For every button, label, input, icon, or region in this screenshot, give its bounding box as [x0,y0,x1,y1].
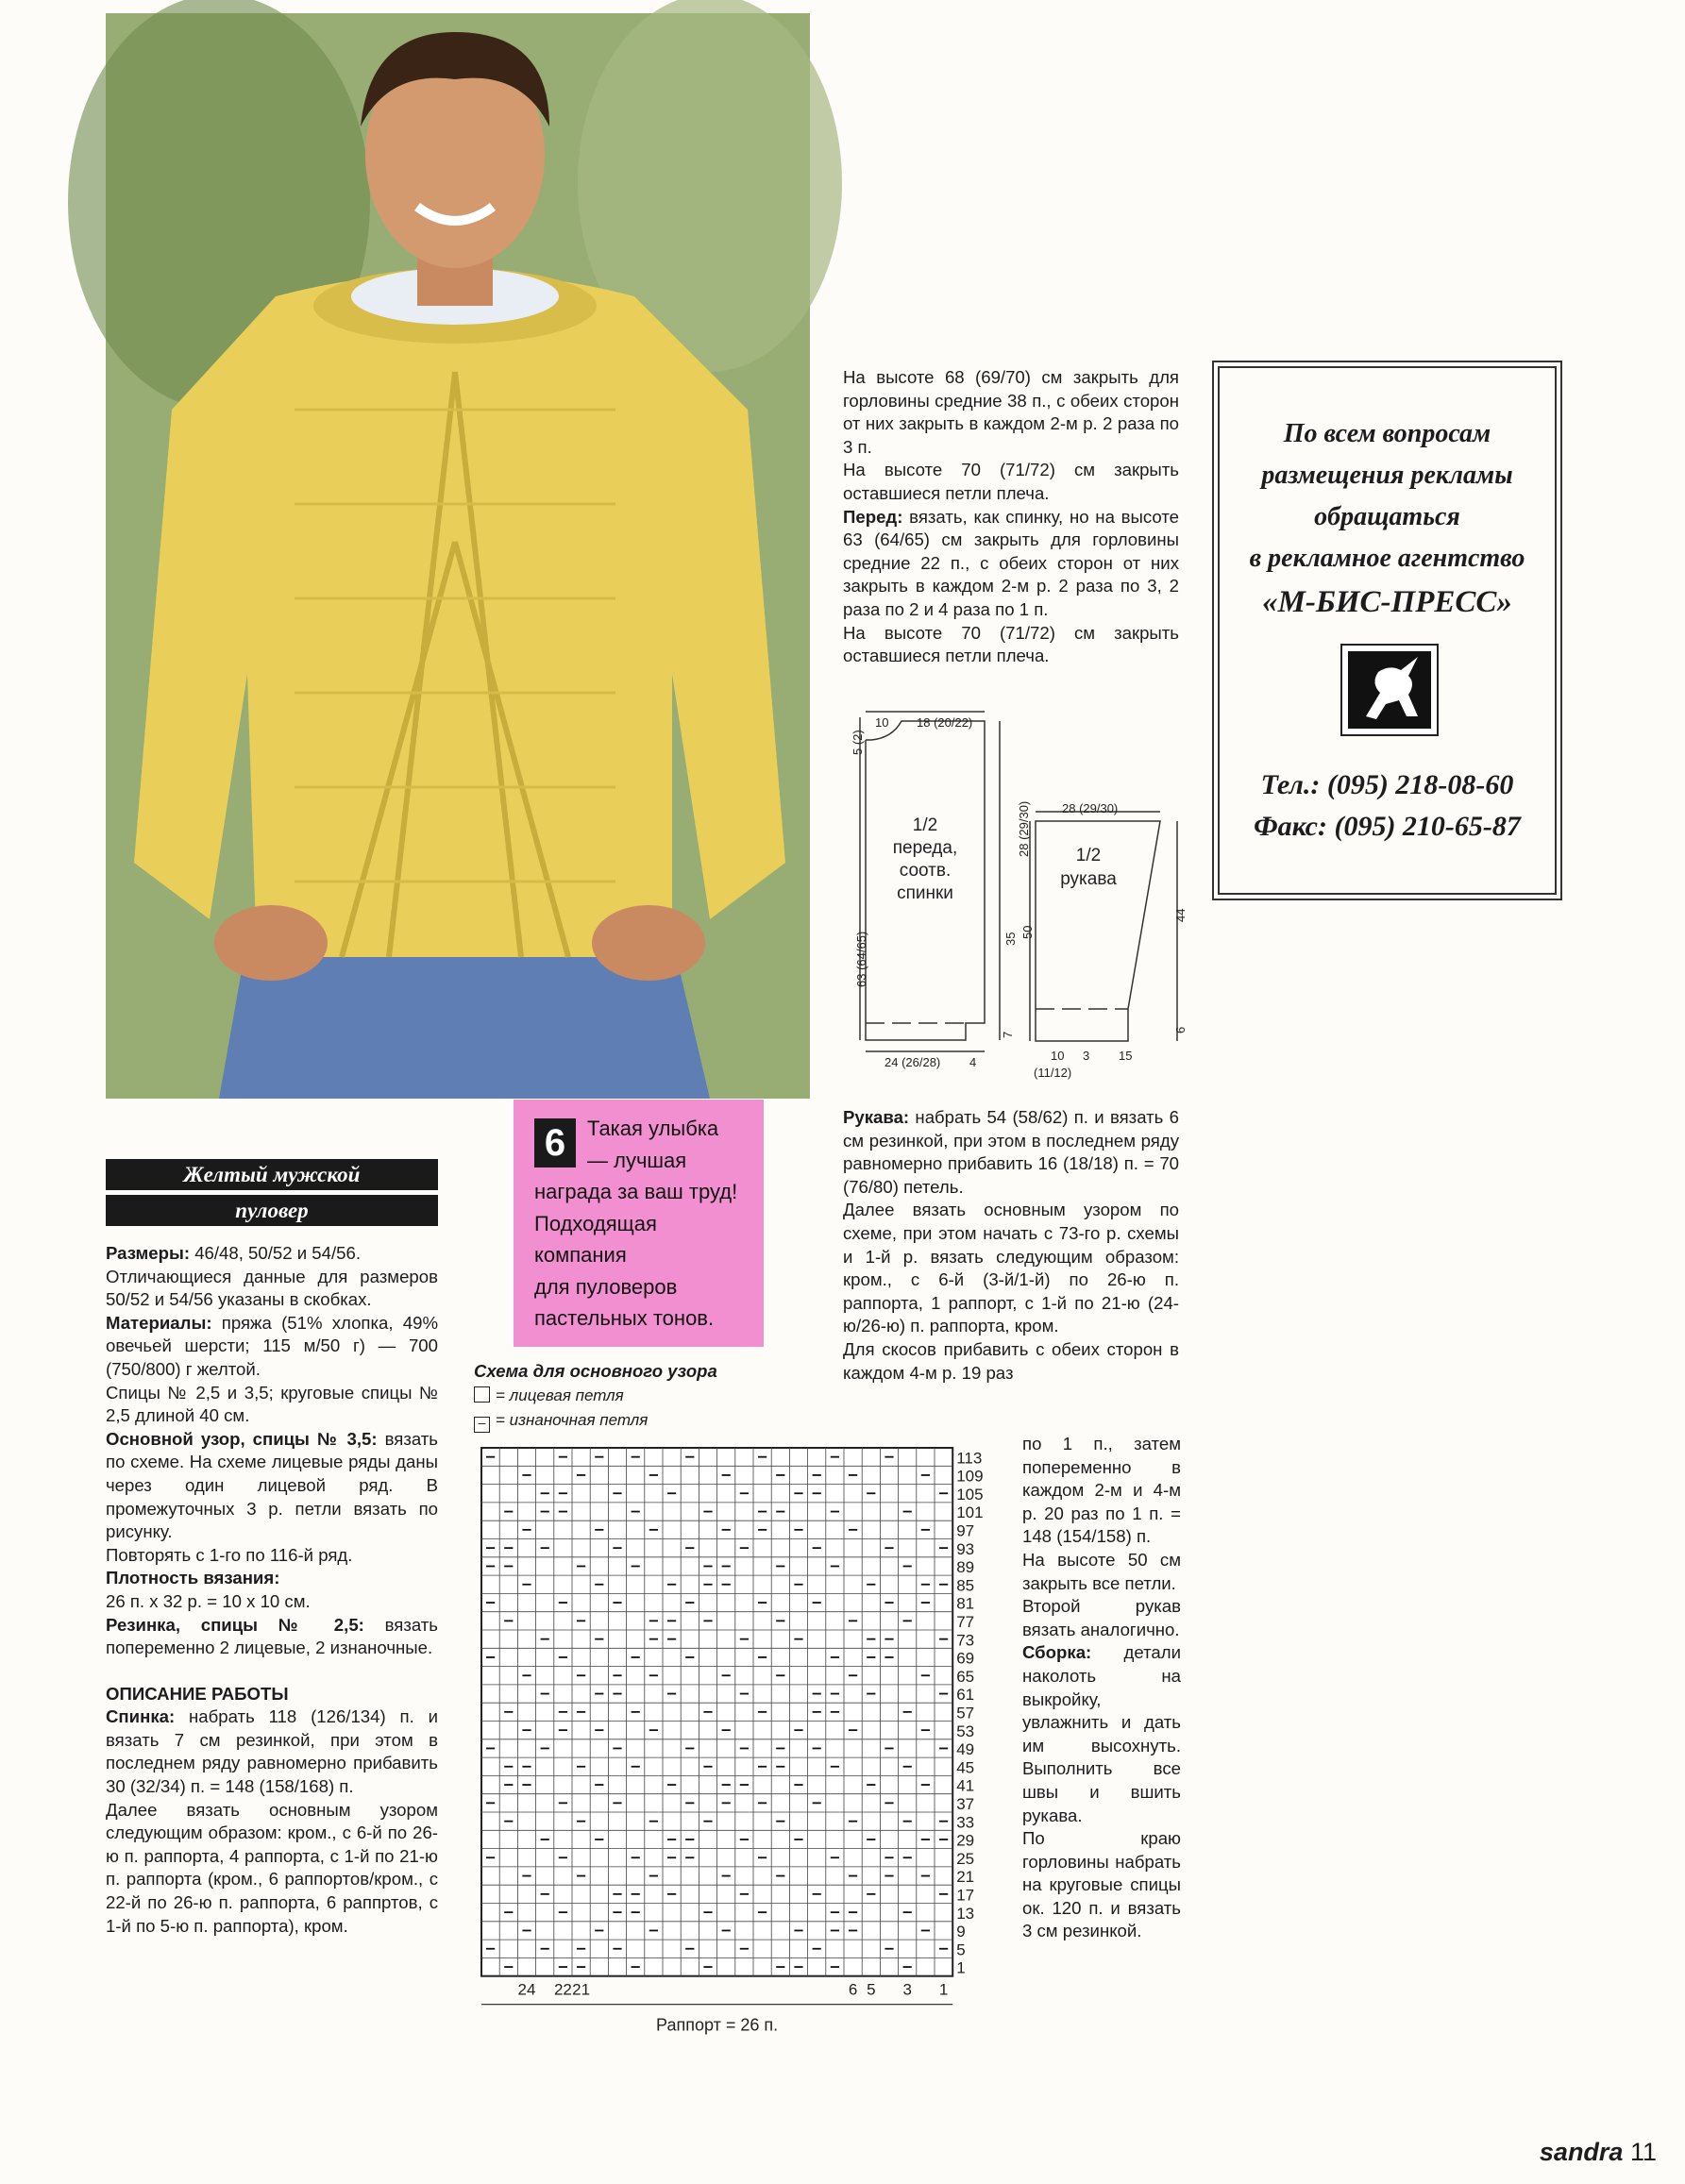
mid-p4: На высоте 70 (71/72) см закрыть оставшиеся петли плеча. [843,622,1179,666]
row-label: 101 [956,1504,984,1522]
front-label-3: соотв. [899,861,952,881]
sweater-photo [106,13,810,1099]
dim-bottom-2: 4 [969,1055,977,1069]
page-number: 11 [1629,2138,1657,2166]
ad-phone: Тел.: (095) 218-08-60 [1260,769,1514,800]
dim-right-1: 28 (29/30) [1017,800,1031,857]
left-p1: Размеры: 46/48, 50/52 и 54/56. [106,1243,362,1263]
caption-line-6: для пуловеров [534,1274,678,1299]
dim-top-2: 18 (20/22) [917,715,973,730]
row-label: 61 [956,1686,975,1705]
row-label: 113 [956,1449,983,1468]
rapport-label: Раппорт = 26 п. [656,2015,779,2035]
mid-p3: Перед: вязать, как спинку, но на высоте 63 (64/65) см закрыть для горловины средние 22 п., с обеих сторон от них закрыть в каждом 2-м р. 2 раза по 3, 2 раза по 2 и 4 раза по 1 п. [843,506,1179,619]
col-label: 5 [867,1980,876,1999]
ad-line-1: По всем вопросам [1283,419,1491,448]
sleeve-label-2: рукава [1060,869,1117,889]
left-p7: Плотность вязания: [106,1568,280,1588]
ad-firm: «М-БИС-ПРЕСС» [1262,585,1512,619]
caption-line-1: Такая улыбка [587,1117,719,1140]
knitting-chart [480,1446,989,2035]
title-line-2: пуловер [106,1195,438,1226]
sleeve-text [843,1106,1179,1385]
caption-line-3: награда за ваш труд! [534,1180,738,1203]
assembly-text [1022,1433,1181,1943]
left-p2: Отличающиеся данные для размеров 50/52 и 54/56 указаны в скобках. [106,1266,438,1310]
narrow-p4: Сборка: детали наколоть на выкройку, увлажнить и дать им высохнуть. Выполнить все швы и вшить рукава. [1022,1642,1181,1825]
row-label: 105 [956,1485,984,1504]
sleeve-dim-right-1: 44 [1173,908,1188,922]
caption-line-2: — лучшая [587,1148,687,1172]
sleeve-dim-top: 28 (29/30) [1062,801,1119,815]
row-label: 13 [956,1904,975,1923]
left-p6: Повторять с 1-го по 116-й ряд. [106,1544,353,1565]
page-footer [1540,2138,1657,2167]
narrow-p3: Второй рукав вязать аналогично. [1022,1596,1181,1639]
col-label: 1 [938,1980,949,1999]
legend-knit: = лицевая петля [474,1384,785,1408]
row-label: 69 [956,1649,975,1668]
sleeve-dim-b3: 15 [1119,1049,1133,1063]
col-label: 22 [553,1980,572,1999]
mid-p1: На высоте 68 (69/70) см закрыть для горловины средние 38 п., с обеих сторон от них закрыть в каждом 2-м р. 2 раза по 3 п. [843,367,1179,457]
work-p2: Далее вязать основным узором следующим образом: кром., с 6-й по 26-ю п. раппорта, 4 раппорта, с 1-й по 21-ю п. раппорта (кром., 6 раппортов/кром., с 22-й по 26-ю п. раппорта, 6 раппртов, с 1-й по 5-ю п. раппорта), кром. [106,1799,438,1936]
row-label: 17 [956,1886,975,1905]
row-label: 57 [956,1704,975,1722]
sleeve-p3: Для скосов прибавить с обеих сторон в каждом 4-м р. 19 раз [843,1338,1179,1383]
front-label-2: переда, [892,838,958,858]
front-outline [866,721,985,1040]
front-label-1: 1/2 [912,815,938,835]
left-p4: Спицы № 2,5 и 3,5; круговые спицы № 2,5 длиной 40 см. [106,1382,438,1426]
row-label: 25 [956,1849,975,1868]
row-label: 53 [956,1722,975,1740]
row-label: 97 [956,1521,975,1540]
row-label: 45 [956,1758,975,1777]
col-label: 21 [572,1980,591,1999]
materials-text [106,1242,438,1938]
work-heading: ОПИСАНИЕ РАБОТЫ [106,1683,289,1704]
row-label: 77 [956,1613,975,1631]
dim-right-3: 7 [1001,1031,1015,1038]
pegasus-logo-icon [1340,644,1439,736]
row-label: 1 [956,1958,966,1977]
left-p3: Материалы: пряжа (51% хлопка, 49% овечьей шерсти; 115 м/50 г) — 700 (750/800) г желтой. [106,1312,438,1379]
left-p8: 26 п. х 32 р. = 10 х 10 см. [106,1590,311,1611]
ad-line-2: размещения рекламы [1261,461,1513,490]
caption-line-7: пастельных тонов. [534,1306,715,1330]
row-label: 93 [956,1539,975,1558]
row-label: 65 [956,1667,975,1686]
row-label: 85 [956,1576,975,1595]
sleeve-dim-b2: 3 [1083,1049,1090,1063]
caption-line-5: компания [534,1243,627,1267]
front-schematic [843,710,1041,1087]
back-continued-text [843,366,1179,668]
mid-p2: На высоте 70 (71/72) см закрыть оставшиеся петли плеча. [843,460,1179,503]
front-label-4: спинки [897,883,953,903]
col-label: 6 [848,1980,858,1999]
ad-line-4: в рекламное агентство [1249,544,1525,573]
work-p1: Спинка: набрать 118 (126/134) п. и вязать 7 см резинкой, при этом в последнем ряду равномерно прибавить 30 (32/34) п. = 148 (158/168) п. [106,1706,438,1797]
title-line-1: Желтый мужской [106,1159,438,1190]
dash-square-icon: – [474,1417,490,1433]
sleeve-p1: Рукава: набрать 54 (58/62) п. и вязать 6 см резинкой, при этом в последнем ряду равномерно прибавить 16 (18/18) п. = 70 (76/80) петель. [843,1107,1179,1197]
blank-square-icon [474,1386,490,1403]
scheme-legend [474,1359,785,1433]
row-label: 89 [956,1558,975,1577]
row-label: 9 [956,1923,966,1941]
sleeve-p2: Далее вязать основным узором по схеме, при этом начать с 73-го р. схемы и 1-й р. вязать следующим образом: кром., с 6-й (3-й/1-й) по 26-ю п. раппорта, 1 раппорт, с 1-й по 21-ю (24-ю/26-ю) п. раппорта, кром. [843,1200,1179,1336]
col-label: 24 [517,1980,536,1999]
dim-right-2: 35 [1003,932,1018,946]
caption-box [514,1100,764,1347]
sleeve-label-1: 1/2 [1075,846,1102,865]
row-label: 49 [956,1740,975,1759]
narrow-p2: На высоте 50 см закрыть все петли. [1022,1549,1181,1593]
row-label: 33 [956,1813,975,1832]
caption-line-4: Подходящая [534,1211,657,1235]
narrow-p1: по 1 п., затем попеременно в каждом 2-м и 4-м р. 20 раз по 1 п. = 148 (154/158) п. [1022,1434,1181,1547]
dim-bottom-1: 24 (26/28) [885,1055,941,1069]
ad-line-3: обращаться [1314,502,1460,531]
left-p9: Резинка, спицы № 2,5: вязать попеременно 2 лицевые, 2 изнаночные. [106,1614,438,1658]
sleeve-schematic [1020,798,1189,1085]
narrow-p5: По краю горловины набрать на круговые спицы ок. 120 п. и вязать 3 см резинкой. [1022,1828,1181,1941]
dim-top-1: 10 [875,715,889,730]
row-label: 81 [956,1594,975,1613]
row-label: 5 [956,1940,966,1959]
sleeve-dim-left: 50 [1020,925,1035,939]
legend-purl: – = изнаночная петля [474,1408,785,1433]
dim-left-1: 5 (2) [851,730,865,755]
row-label: 109 [956,1467,984,1486]
ad-box [1218,366,1557,895]
dim-left-2: 63 (64/65) [854,931,868,987]
sleeve-dim-b4: (11/12) [1034,1066,1072,1080]
caption-text [534,1113,751,1335]
ad-fax: Факс: (095) 210-65-87 [1254,811,1521,842]
col-label: 3 [902,1980,912,1999]
row-label: 41 [956,1776,975,1795]
caption-number: 6 [534,1118,576,1168]
sleeve-dim-b1: 10 [1051,1049,1065,1063]
sleeve-dim-right-2: 6 [1173,1026,1188,1033]
row-label: 21 [956,1868,975,1887]
left-p5: Основной узор, спицы № 3,5: вязать по схеме. На схеме лицевые ряды даны через один лицевой ряд. В промежуточных 3 р. петли вязать по рисунку. [106,1428,438,1542]
magazine-brand: sandra [1539,2138,1624,2166]
row-label: 29 [956,1831,975,1850]
scheme-title: Схема для основного узора [474,1361,717,1381]
row-label: 73 [956,1631,975,1650]
row-label: 37 [956,1795,975,1813]
